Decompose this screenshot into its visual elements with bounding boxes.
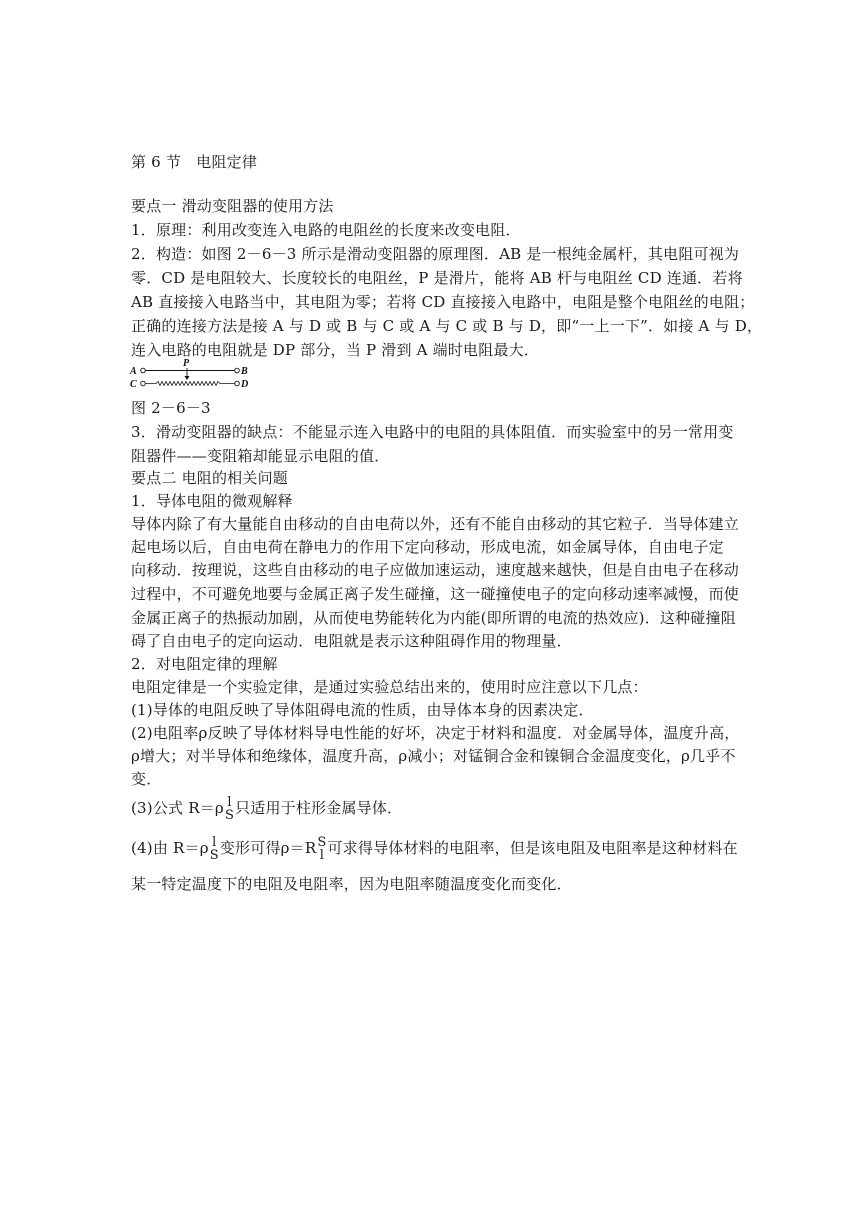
fraction-l-over-s: l S — [209, 835, 219, 863]
label-b: B — [241, 366, 248, 377]
point2-item1: (1)导体的电阻反映了导体阻碍电流的性质，由导体本身的因素决定． — [131, 701, 594, 719]
label-a: A — [130, 366, 137, 377]
point1-drawback-line: 3．滑动变阻器的缺点：不能显示连入电路中的电阻的具体阻值．而实验室中的另一常用变 — [131, 423, 734, 441]
point2-sub2-heading: 2．对电阻定律的理解 — [131, 655, 278, 673]
point2-sub1-line: 起电场以后，自由电荷在静电力的作用下定向移动，形成电流，如金属导体，自由电子定 — [131, 538, 724, 556]
point1-structure-line: AB 直接接入电路当中，其电阻为零；若将 CD 直接接入电路中，电阻是整个电阻丝的电阻； — [131, 293, 755, 311]
point2-sub1-line: 向移动．按理说，这些自由移动的电子应做加速运动，速度越来越快，但是自由电子在移动 — [131, 561, 740, 579]
figure-caption: 图 2－6－3 — [131, 399, 211, 417]
formula-prefix: (3)公式 R＝ρ — [131, 799, 224, 817]
point2-item2-line: (2)电阻率ρ反映了导体材料导电性能的好坏，决定于材料和温度．对金属导体，温度升高， — [131, 724, 740, 742]
point2-item4-line2: 某一特定温度下的电阻及电阻率，因为电阻率随温度变化而变化． — [131, 875, 572, 893]
rheostat-diagram — [128, 358, 258, 394]
formula-prefix: (4)由 R＝ρ — [131, 839, 209, 857]
point2-heading: 要点二 电阻的相关问题 — [131, 469, 288, 487]
point2-sub1-line: 碍了自由电子的定向运动．电阻就是表示这种阻碍作用的物理量． — [131, 632, 572, 650]
fraction-l-over-s: l S — [224, 795, 235, 823]
section-title: 第 6 节 电阻定律 — [131, 153, 258, 171]
point1-heading: 要点一 滑动变阻器的使用方法 — [131, 197, 334, 215]
formula-middle: 变形可得ρ＝R — [219, 839, 317, 857]
point2-item2-line: ρ增大；对半导体和绝缘体，温度升高，ρ减小；对锰铜合金和镍铜合金温度变化，ρ几乎不 — [131, 747, 736, 765]
point1-structure-line: 连入电路的电阻就是 DP 部分，当 P 滑到 A 端时电阻最大． — [131, 341, 540, 359]
fraction-s-over-l: S l — [317, 835, 327, 863]
point1-drawback-line: 阻器件——变阻箱却能显示电阻的值． — [131, 447, 390, 465]
point1-structure-line: 零．CD 是电阻较大、长度较长的电阻丝，P 是滑片，能将 AB 杆与电阻丝 CD 连通．若将 — [131, 269, 743, 287]
point2-item3 — [131, 796, 402, 822]
label-d: D — [241, 379, 249, 390]
point2-sub1-line: 金属正离子的热振动加剧，从而使电势能转化为内能(即所谓的电流的热效应)．这种碰撞阻 — [131, 609, 736, 627]
label-c: C — [130, 379, 137, 390]
resistance-wire — [145, 382, 234, 386]
point1-principle: 1．原理：利用改变连入电路的电阻丝的长度来改变电阻． — [131, 221, 521, 239]
point2-sub1-line: 过程中，不可避免地要与金属正离子发生碰撞，这一碰撞使电子的定向移动速率减慢，而使 — [131, 585, 740, 603]
formula-suffix: 只适用于柱形金属导体． — [235, 799, 403, 817]
formula-suffix: 可求得导体材料的电阻率，但是该电阻及电阻率是这种材料在 — [327, 839, 738, 857]
point2-sub2-intro: 电阻定律是一个实验定律，是通过实验总结出来的，使用时应注意以下几点： — [131, 678, 648, 696]
point1-structure-line: 2．构造：如图 2－6－3 所示是滑动变阻器的原理图．AB 是一根纯金属杆，其电阻可视为 — [131, 245, 740, 263]
point2-sub1-heading: 1．导体电阻的微观解释 — [131, 492, 293, 510]
point2-item4 — [131, 836, 738, 862]
point2-item2-line: 变． — [131, 770, 162, 788]
point1-structure-line: 正确的连接方法是接 A 与 D 或 B 与 C 或 A 与 C 或 B 与 D，即“一上一下”．如接 A 与 D， — [131, 317, 763, 335]
point2-sub1-line: 导体内除了有大量能自由移动的自由电荷以外，还有不能自由移动的其它粒子．当导体建立 — [131, 515, 740, 533]
label-p: P — [183, 358, 190, 369]
